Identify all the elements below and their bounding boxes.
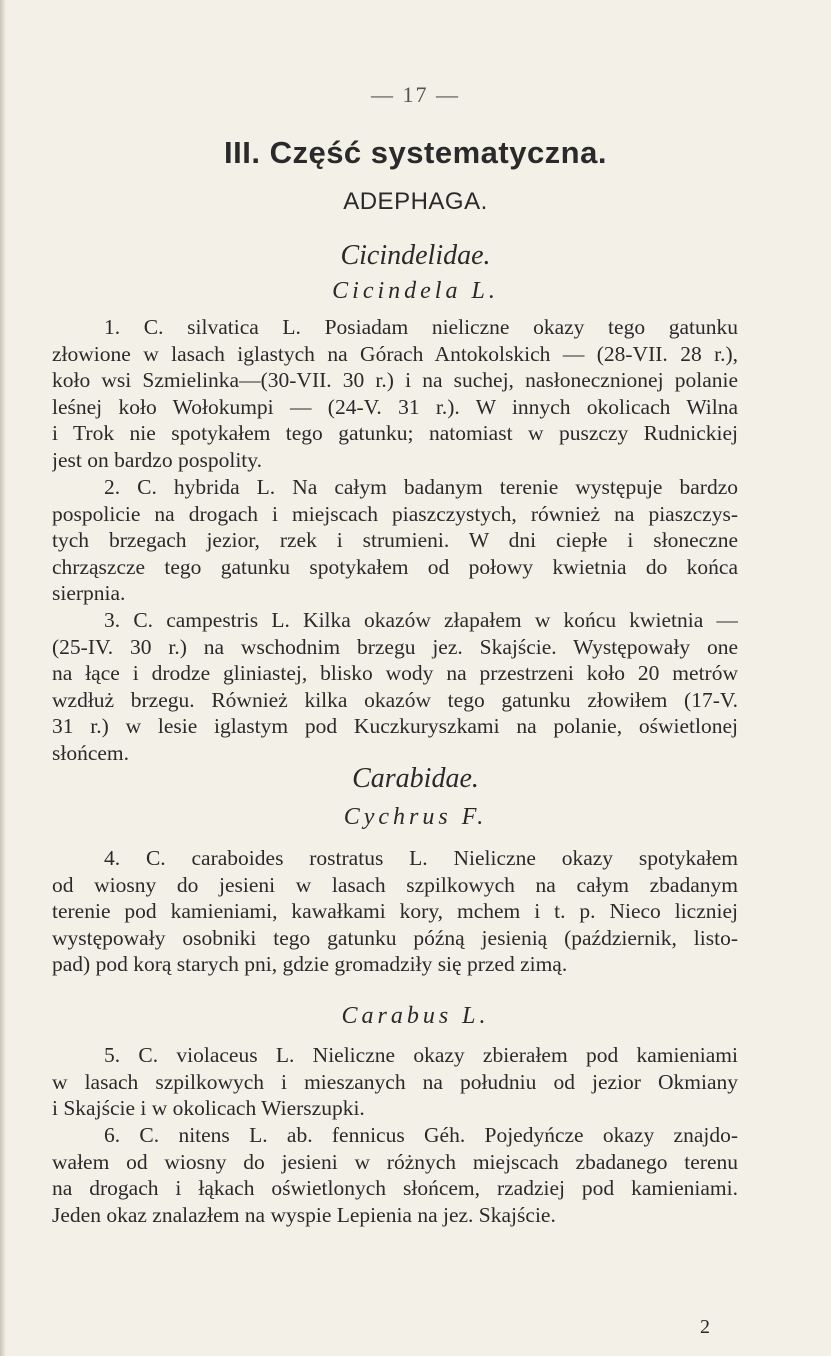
text-line: 2. C. hybrida L. Na całym badanym terenie występuje bardzo [104,475,738,499]
text-line: jest on bardzo pospolity. [52,447,262,472]
genus-heading-cychrus: Cychrus F. [343,804,488,830]
text-line: 3. C. campestris L. Kilka okazów złapałem w końcu kwietnia — [104,608,738,632]
text-line: 4. C. caraboides rostratus L. Nieliczne okazy spotykałem [104,846,738,870]
text-line: pospolicie na drogach i miejscach piaszczystych, również na piaszczys- [52,501,738,526]
text-line: wałem od wiosny do jesieni w różnych miejscach zbadanego terenu [52,1149,738,1174]
species-entry-5 [52,1042,738,1122]
text-line: 6. C. nitens L. ab. fennicus Géh. Pojedyńcze okazy znajdo- [104,1123,738,1147]
running-head: — 17 — [371,82,460,107]
text-line: słońcem. [52,740,130,765]
text-line: koło wsi Szmielinka—(30-VII. 30 r.) i na suchej, nasłonecznionej polanie [52,368,738,393]
species-entry-4 [52,845,738,978]
text-line: 31 r.) w lesie iglastym pod Kuczkuryszkami na polanie, oświetlonej [52,714,738,739]
text-line: leśnej koło Wołokumpi — (24-V. 31 r.). W innych okolicach Wilna [52,394,738,419]
text-line: wzdłuż brzegu. Również kilka okazów tego gatunku złowiłem (17-V. [52,687,738,712]
suborder-heading: ADEPHAGA. [343,188,488,215]
text-line: terenie pod kamieniami, kawałkami kory, mchem i t. p. Nieco liczniej [52,899,738,924]
text-line: na drogach i łąkach oświetlonych słońcem, rzadziej pod kamieniami. [52,1176,738,1201]
species-entry-2 [52,474,738,607]
text-line: 5. C. violaceus L. Nieliczne okazy zbierałem pod kamieniami [104,1043,738,1067]
text-line: 1. C. silvatica L. Posiadam nieliczne okazy tego gatunku [104,315,738,339]
section-title: III. Część systematyczna. [224,135,607,170]
family-heading-cicindelidae: Cicindelidae. [340,240,491,271]
text-line: i Trok nie spotykałem tego gatunku; natomiast w puszczy Rudnickiej [52,421,738,446]
text-line: tych brzegach jezior, rzek i strumieni. W dni ciepłe i słoneczne [52,528,738,553]
genus-heading-carabus: Carabus L. [341,1003,490,1029]
genus-heading-cicindela: Cicindela L. [332,278,499,304]
species-entry-6 [52,1122,738,1228]
species-entry-3 [52,607,738,767]
species-entry-1 [52,314,738,474]
text-line: (25-IV. 30 r.) na wschodnim brzegu jez. Skajście. Występowały one [52,634,738,659]
text-line: sierpnia. [52,581,126,606]
family-heading-carabidae: Carabidae. [352,763,479,794]
text-line: od wiosny do jesieni w lasach szpilkowych na całym zbadanym [52,872,738,897]
text-line: na łące i drodze gliniastej, blisko wody na przestrzeni koło 20 metrów [52,661,738,686]
text-line: i Skajście i w okolicach Wierszupki. [52,1096,365,1121]
text-line: występowały osobniki tego gatunku późną jesienią (październik, listo- [52,925,738,950]
text-line: chrząszcze tego gatunku spotykałem od połowy kwietnia do końca [52,554,738,579]
page-number: 2 [700,1316,710,1338]
text-line: pad) pod korą starych pni, gdzie gromadziły się przed zimą. [52,952,568,977]
text-line: złowione w lasach iglastych na Górach Antokolskich — (28-VII. 28 r.), [52,341,738,366]
text-line: w lasach szpilkowych i mieszanych na południu od jezior Okmiany [52,1069,738,1094]
text-line: Jeden okaz znalazłem na wyspie Lepienia na jez. Skajście. [52,1202,556,1227]
